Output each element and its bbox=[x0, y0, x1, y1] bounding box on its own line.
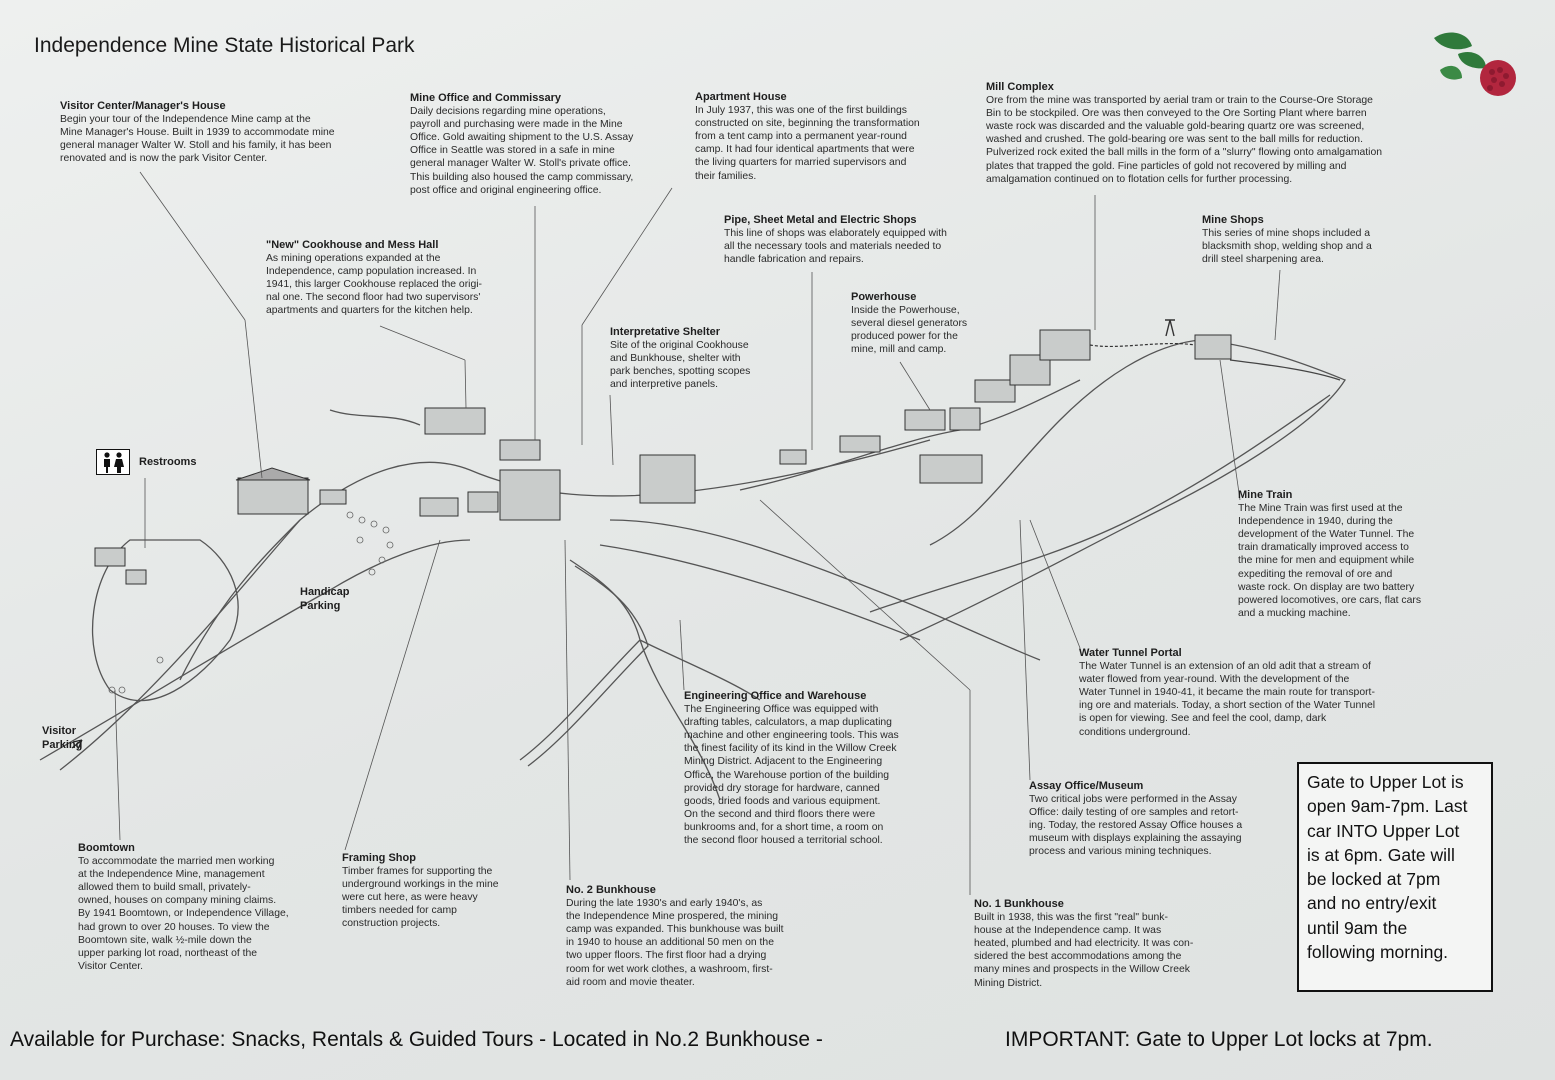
desc-no1-bunkhouse bbox=[974, 898, 1244, 990]
road-to-mill bbox=[740, 380, 1080, 490]
line: To accommodate the married men working bbox=[78, 856, 275, 868]
heading: Pipe, Sheet Metal and Electric Shops bbox=[724, 214, 917, 226]
line: Boomtown site, walk ½-mile down the bbox=[78, 934, 252, 946]
footer-important-note: IMPORTANT: Gate to Upper Lot locks at 7pm. bbox=[1005, 1028, 1433, 1051]
line: post office and original engineering office. bbox=[410, 184, 602, 196]
line: Timber frames for supporting the bbox=[342, 866, 493, 878]
line: house at the Independence camp. It was bbox=[974, 925, 1162, 937]
building-engineering bbox=[640, 455, 695, 503]
line: Office, the Warehouse portion of the building bbox=[684, 769, 890, 781]
line: payroll and purchasing were made in the Mine bbox=[410, 119, 623, 131]
line: This line of shops was elaborately equipped with bbox=[724, 228, 947, 240]
building-no2-bunkhouse bbox=[500, 470, 560, 520]
stream-main-b bbox=[528, 566, 648, 766]
notice-line: car INTO Upper Lot bbox=[1307, 820, 1460, 841]
heading: Assay Office/Museum bbox=[1029, 780, 1144, 792]
gate-notice-box bbox=[1297, 762, 1493, 992]
line: waste rock. On display are two battery bbox=[1238, 581, 1415, 593]
line: at the Independence Mine, management bbox=[78, 869, 265, 881]
building-mill-1 bbox=[975, 380, 1015, 402]
label-line: Handicap bbox=[300, 586, 350, 598]
line: Water Tunnel in 1940-41, it became the main route for transport- bbox=[1079, 687, 1375, 699]
line: general manager Walter W. Stoll's private office. bbox=[410, 158, 631, 170]
heading: No. 2 Bunkhouse bbox=[566, 884, 656, 896]
desc-mine-train bbox=[1238, 489, 1468, 620]
line: produced power for the bbox=[851, 331, 958, 343]
line: Office in Seattle was stored in a safe in mine bbox=[410, 145, 615, 157]
building-shops-b bbox=[840, 436, 880, 452]
heading: Apartment House bbox=[695, 91, 787, 103]
line: goods, dried foods and various equipment. bbox=[684, 795, 881, 807]
notice-line: and no entry/exit bbox=[1307, 893, 1437, 914]
heading: Mine Office and Commissary bbox=[410, 92, 561, 104]
line: drafting tables, calculators, a map duplicating bbox=[684, 717, 892, 729]
desc-powerhouse bbox=[851, 291, 1001, 356]
line: ing. Today, the restored Assay Office houses a bbox=[1029, 820, 1243, 832]
building-visitor-center bbox=[238, 478, 308, 514]
heading: Water Tunnel Portal bbox=[1079, 647, 1182, 659]
desc-engineering-office bbox=[684, 690, 944, 847]
line: Office. Gold awaiting shipment to the U.S. Assay bbox=[410, 132, 634, 144]
desc-pipe-shops bbox=[724, 214, 994, 266]
line: several diesel generators bbox=[851, 318, 968, 330]
line: On the second and third floors there were bbox=[684, 808, 876, 820]
line: Ore from the mine was transported by aerial tram or train to the Course-Ore Storage bbox=[986, 95, 1373, 107]
line: Mining District. Adjacent to the Engineering bbox=[684, 756, 883, 768]
line: During the late 1930's and early 1940's, as bbox=[566, 898, 763, 910]
line: mine, mill and camp. bbox=[851, 344, 947, 356]
notice-line: following morning. bbox=[1307, 942, 1449, 963]
heading: "New" Cookhouse and Mess Hall bbox=[266, 239, 439, 251]
line: upper parking lot road, northeast of the bbox=[78, 947, 258, 959]
line: the mine for men and equipment while bbox=[1238, 555, 1415, 567]
line: were cut here, as were heavy bbox=[342, 892, 478, 904]
heading: Interpretative Shelter bbox=[610, 326, 721, 338]
line: Built in 1938, this was the first "real" bunk- bbox=[974, 912, 1168, 924]
desc-mine-shops bbox=[1202, 214, 1422, 266]
line: Site of the original Cookhouse bbox=[610, 340, 749, 352]
label-line: Parking bbox=[42, 739, 83, 751]
line: nal one. The second floor had two supervisors' bbox=[266, 292, 481, 304]
heading: Engineering Office and Warehouse bbox=[684, 690, 867, 702]
building-cluster-a bbox=[500, 440, 540, 460]
line: As mining operations expanded at the bbox=[266, 253, 441, 265]
desc-water-tunnel bbox=[1079, 647, 1449, 739]
line: the living quarters for married supervisors and bbox=[695, 157, 907, 169]
desc-cookhouse bbox=[266, 239, 526, 318]
line: Begin your tour of the Independence Mine camp at the bbox=[60, 114, 311, 126]
line: two upper floors. The first floor had a drying bbox=[566, 950, 767, 962]
page-title: Independence Mine State Historical Park bbox=[34, 34, 415, 57]
label-handicap-parking bbox=[300, 585, 350, 613]
line: museum with displays explaining the assaying bbox=[1029, 833, 1242, 845]
line: amalgamation continued on to flotation cells for further processing. bbox=[986, 173, 1293, 185]
line: in 1940 to house an additional 50 men on the bbox=[566, 937, 774, 949]
line: Inside the Powerhouse, bbox=[851, 305, 960, 317]
building-small-a bbox=[420, 498, 458, 516]
line: aid room and movie theater. bbox=[566, 976, 695, 988]
notice-line: is at 6pm. Gate will bbox=[1307, 844, 1455, 865]
line: Mine Manager's House. Built in 1939 to accommodate mine bbox=[60, 127, 335, 139]
building-mill-3 bbox=[1040, 330, 1090, 360]
line: drill steel sharpening area. bbox=[1202, 254, 1324, 266]
line: Independence in 1940, during the bbox=[1238, 516, 1393, 528]
line: blacksmith shop, welding shop and a bbox=[1202, 241, 1372, 253]
line: apartments and quarters for the kitchen help. bbox=[266, 305, 473, 317]
building-cookhouse bbox=[425, 408, 485, 434]
line: and Bunkhouse, shelter with bbox=[610, 353, 741, 365]
line: park benches, spotting scopes bbox=[610, 366, 751, 378]
line: In July 1937, this was one of the first buildings bbox=[695, 105, 907, 117]
line: Bin to be stockpiled. Ore was then conveyed to the Ore Sorting Plant where barren bbox=[986, 108, 1367, 120]
building-boomtown-2 bbox=[126, 570, 146, 584]
line: handle fabrication and repairs. bbox=[724, 254, 864, 266]
line: heated, plumbed and had electricity. It was con- bbox=[974, 938, 1194, 950]
heading: Framing Shop bbox=[342, 852, 416, 864]
footer-purchase-note: Available for Purchase: Snacks, Rentals & Guided Tours - Located in No.2 Bunkhouse - bbox=[10, 1028, 823, 1051]
line: Mining District. bbox=[974, 977, 1043, 989]
line: the second floor housed a territorial school. bbox=[684, 835, 883, 847]
tram-tower bbox=[1165, 320, 1175, 336]
line: constructed on site, beginning the transformation bbox=[695, 118, 920, 130]
line: waste rock was discarded and the valuable gold-bearing quartz ore was screened, bbox=[986, 121, 1365, 133]
line: Daily decisions regarding mine operations, bbox=[410, 106, 606, 118]
road-upper bbox=[180, 520, 300, 680]
heading: Mine Shops bbox=[1202, 214, 1264, 226]
line: camp. It had four identical apartments that were bbox=[695, 144, 915, 156]
road-valley-2 bbox=[600, 545, 920, 640]
building-assay bbox=[950, 408, 980, 430]
line: the finest facility of its kind in the Willow Creek bbox=[684, 743, 897, 755]
line: Two critical jobs were performed in the Assay bbox=[1029, 794, 1237, 806]
desc-apartment-house bbox=[695, 91, 975, 183]
heading: Mill Complex bbox=[986, 81, 1054, 93]
line: many mines and prospects in the Willow Creek bbox=[974, 964, 1190, 976]
line: and interpretive panels. bbox=[610, 379, 719, 391]
line: Independence, camp population increased. In bbox=[266, 266, 477, 278]
line: The Mine Train was first used at the bbox=[1238, 503, 1403, 515]
desc-boomtown bbox=[78, 842, 328, 973]
line: camp was expanded. This bunkhouse was built bbox=[566, 924, 784, 936]
desc-assay-office bbox=[1029, 780, 1289, 859]
line: owned, houses on company mining claims. bbox=[78, 895, 277, 907]
desc-no2-bunkhouse bbox=[566, 884, 826, 989]
desc-mill-complex bbox=[986, 81, 1456, 186]
road-valley bbox=[610, 520, 1040, 660]
line: This series of mine shops included a bbox=[1202, 228, 1371, 240]
line: their families. bbox=[695, 170, 757, 182]
line: This building also housed the camp commissary, bbox=[410, 171, 634, 183]
building-boomtown-1 bbox=[95, 548, 125, 566]
desc-mine-office bbox=[410, 92, 690, 197]
line: Pulverized rock exited the ball mills in the form of a "slurry" flowing onto amalgamation bbox=[986, 147, 1383, 159]
line: conditions underground. bbox=[1079, 726, 1191, 738]
building-powerhouse bbox=[905, 410, 945, 430]
building-mine-shops bbox=[1195, 335, 1231, 359]
building-no1-bunkhouse bbox=[920, 455, 982, 483]
line: is open for viewing. See and feel the cool, damp, dark bbox=[1079, 713, 1327, 725]
notice-line: until 9am the bbox=[1307, 917, 1408, 938]
restroom-icon bbox=[96, 449, 130, 475]
heading: Boomtown bbox=[78, 842, 135, 854]
line: underground workings in the mine bbox=[342, 879, 499, 891]
heading: Powerhouse bbox=[851, 291, 917, 303]
line: room for wet work clothes, a washroom, first- bbox=[566, 963, 773, 975]
line: expediting the removal of ore and bbox=[1238, 568, 1393, 580]
notice-line: open 9am-7pm. Last bbox=[1307, 796, 1468, 817]
heading: Visitor Center/Manager's House bbox=[60, 100, 226, 112]
desc-interpretative-shelter bbox=[610, 326, 790, 391]
building-shops-a bbox=[780, 450, 806, 464]
notice-line: be locked at 7pm bbox=[1307, 869, 1441, 890]
line: timbers needed for camp bbox=[342, 905, 457, 917]
notice-line: Gate to Upper Lot is bbox=[1307, 772, 1464, 792]
line: construction projects. bbox=[342, 918, 441, 930]
line: ing ore and materials. Today, a short section of the Water Tunnel bbox=[1079, 700, 1376, 712]
line: Visitor Center. bbox=[78, 960, 144, 972]
line: development of the Water Tunnel. The bbox=[1238, 529, 1415, 541]
line: The Water Tunnel is an extension of an old adit that a stream of bbox=[1079, 661, 1371, 673]
line: powered locomotives, ore cars, flat cars bbox=[1238, 594, 1422, 606]
heading: No. 1 Bunkhouse bbox=[974, 898, 1064, 910]
line: had grown to over 20 houses. To view the bbox=[78, 921, 270, 933]
line: the Independence Mine prospered, the mining bbox=[566, 911, 778, 923]
line: water flowed from year-round. With the development of the bbox=[1079, 674, 1350, 686]
line: bunkrooms and, for a short time, a room on bbox=[684, 821, 884, 833]
label-visitor-parking bbox=[42, 724, 82, 752]
line: machine and other engineering tools. This was bbox=[684, 730, 899, 742]
line: and a mucking machine. bbox=[1238, 607, 1351, 619]
line: general manager Walter W. Stoll and his family, it has been bbox=[60, 140, 332, 152]
line: sidered the best accommodations among the bbox=[974, 951, 1182, 963]
line: washed and crushed. The gold-bearing ore was sent to the ball mills for reduction. bbox=[986, 134, 1363, 146]
line: train dramatically improved access to bbox=[1238, 542, 1409, 554]
stepping-stones bbox=[109, 512, 393, 693]
line: By 1941 Boomtown, or Independence Village, bbox=[78, 908, 289, 920]
line: allowed them to build small, privately- bbox=[78, 882, 251, 894]
desc-visitor-center bbox=[60, 100, 390, 165]
line: process and various mining techniques. bbox=[1029, 846, 1212, 858]
desc-framing-shop bbox=[342, 852, 542, 931]
line: 1941, this larger Cookhouse replaced the origi- bbox=[266, 279, 483, 291]
mine-track bbox=[1230, 360, 1340, 380]
line: Office: daily testing of ore samples and retort- bbox=[1029, 807, 1239, 819]
building-small-b bbox=[468, 492, 498, 512]
line: renovated and is now the park Visitor Center. bbox=[60, 153, 268, 165]
label-restrooms: Restrooms bbox=[139, 456, 197, 468]
building-shed bbox=[320, 490, 346, 504]
line: plates that trapped the gold. Fine particles of gold not recovered by milling and bbox=[986, 160, 1347, 172]
label-line: Parking bbox=[300, 600, 341, 612]
line: provided dry storage for hardware, canned bbox=[684, 782, 880, 794]
heading: Mine Train bbox=[1238, 489, 1293, 501]
line: The Engineering Office was equipped with bbox=[684, 704, 879, 716]
label-line: Visitor bbox=[42, 725, 77, 737]
line: all the necessary tools and materials needed to bbox=[724, 241, 942, 253]
line: from a tent camp into a permanent year-round bbox=[695, 131, 907, 143]
stream-upper bbox=[330, 410, 420, 425]
